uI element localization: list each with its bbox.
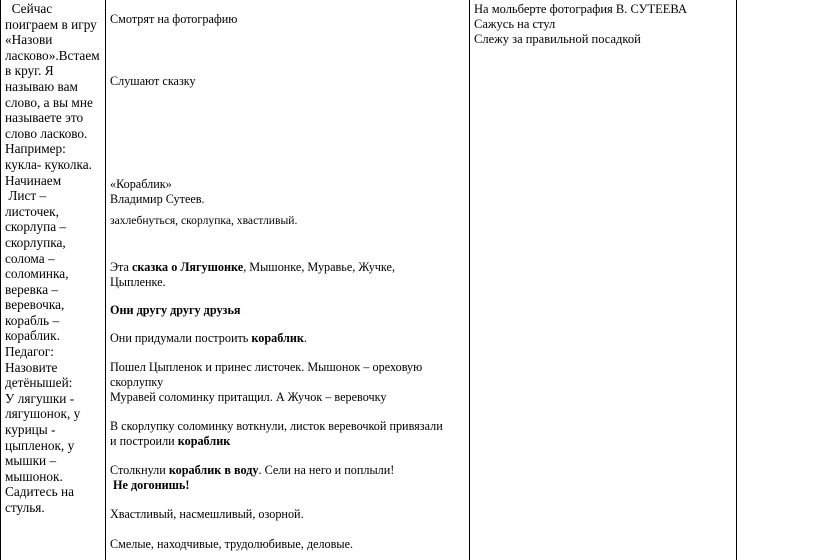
text-line: слово ласково. [5, 125, 88, 141]
tale-title: «Кораблик» [110, 177, 172, 191]
column-divider-1 [105, 0, 106, 560]
text-line: У лягушки - [5, 390, 75, 406]
text-line: цыпленок, у [5, 437, 75, 453]
text-span-bold: сказка о Лягушонке [131, 260, 244, 274]
text-line: Сейчас [5, 1, 53, 16]
table-border-left [0, 0, 1, 560]
text-span-bold: кораблик [177, 434, 231, 448]
text-line: кораблик. [5, 328, 60, 344]
text-span: . Сели на него и поплыли! [258, 463, 395, 477]
text-line: Назовите [5, 359, 58, 375]
text-span: . [303, 331, 307, 345]
text-line: скорлупка, [5, 234, 66, 250]
text-line: в круг. Я [5, 63, 54, 79]
text-line: веревка – [5, 281, 59, 297]
text-line: корабль – [5, 312, 60, 328]
text-line: Слежу за правильной посадкой [474, 32, 641, 46]
paragraph-materials-3: Муравей соломинку притащил. А Жучок – веревочку [110, 390, 387, 404]
text-line: мышонок. [5, 468, 63, 484]
paragraph-built-2 [110, 434, 230, 449]
text-line: стулья. [5, 500, 45, 515]
col1-cell [5, 1, 105, 516]
text-span-bold: Они другу другу друзья [110, 303, 241, 317]
paragraph-materials-1: Пошел Цыпленок и принес листочек. Мышонок – ореховую [110, 360, 423, 374]
text-span-bold: Не догонишь! [110, 478, 190, 492]
text-span: и построили [110, 434, 178, 448]
paragraph-friends [110, 303, 241, 318]
text-line: скорлупа – [5, 219, 67, 235]
col3-cell [474, 2, 687, 47]
paragraph-traits-1: Хвастливый, насмешливый, озорной. [110, 507, 304, 521]
text-line: лягушонок, у [5, 406, 81, 422]
text-span: Эта [110, 260, 132, 274]
text-line: соломинка, [5, 266, 69, 282]
text-line: листочек, [5, 203, 59, 219]
paragraph-catch [110, 478, 189, 493]
text-line: поиграем в игру [5, 16, 97, 32]
paragraph-traits-2: Смелые, находчивые, трудолюбивые, деловые. [110, 537, 354, 551]
text-line: называете это [5, 110, 84, 126]
text-line: курицы - [5, 422, 56, 438]
table-border-right [736, 0, 737, 560]
text-line: ласково».Встаем [5, 47, 100, 63]
text-line: На мольберте фотография В. СУТЕЕВА [474, 2, 688, 16]
vocabulary-words: захлебнуться, скорлупка, хвастливый. [110, 214, 298, 227]
listen-tale-text: Слушают сказку [110, 74, 196, 88]
text-line: слово, а вы мне [5, 94, 93, 110]
text-line: Лист – [5, 188, 47, 204]
text-line: «Назови [5, 32, 53, 48]
text-line: Сажусь на стул [474, 17, 556, 31]
text-span: Столкнули [110, 463, 169, 477]
paragraph-build [110, 331, 307, 346]
text-span-bold: кораблик в воду [168, 463, 259, 477]
text-line: Педагог: [5, 344, 54, 360]
text-line: называю вам [5, 78, 78, 94]
text-line: веревочка, [5, 297, 65, 313]
paragraph-materials-2: скорлупку [110, 375, 164, 389]
text-line: Например: [5, 141, 66, 157]
text-line: мышки – [5, 453, 57, 469]
column-divider-2 [469, 0, 470, 560]
text-span: Они придумали построить [110, 331, 252, 345]
paragraph-tale-heroes [110, 260, 395, 275]
paragraph-tale-heroes-cont: Цыпленке. [110, 275, 166, 289]
text-line: Садитесь на [5, 484, 75, 500]
text-span-bold: кораблик [251, 331, 304, 345]
text-line: Начинаем [5, 172, 62, 188]
paragraph-built-1: В скорлупку соломинку воткнули, листок веревочкой привязали [110, 419, 443, 433]
text-line: детёнышей: [5, 375, 73, 391]
paragraph-sail [110, 463, 394, 478]
text-line: кукла- куколка. [5, 156, 92, 172]
text-span: , Мышонке, Муравье, Жучке, [243, 260, 395, 274]
look-photo-text: Смотрят на фотографию [110, 12, 238, 26]
tale-author: Владимир Сутеев. [110, 192, 205, 206]
text-line: солома – [5, 250, 55, 266]
